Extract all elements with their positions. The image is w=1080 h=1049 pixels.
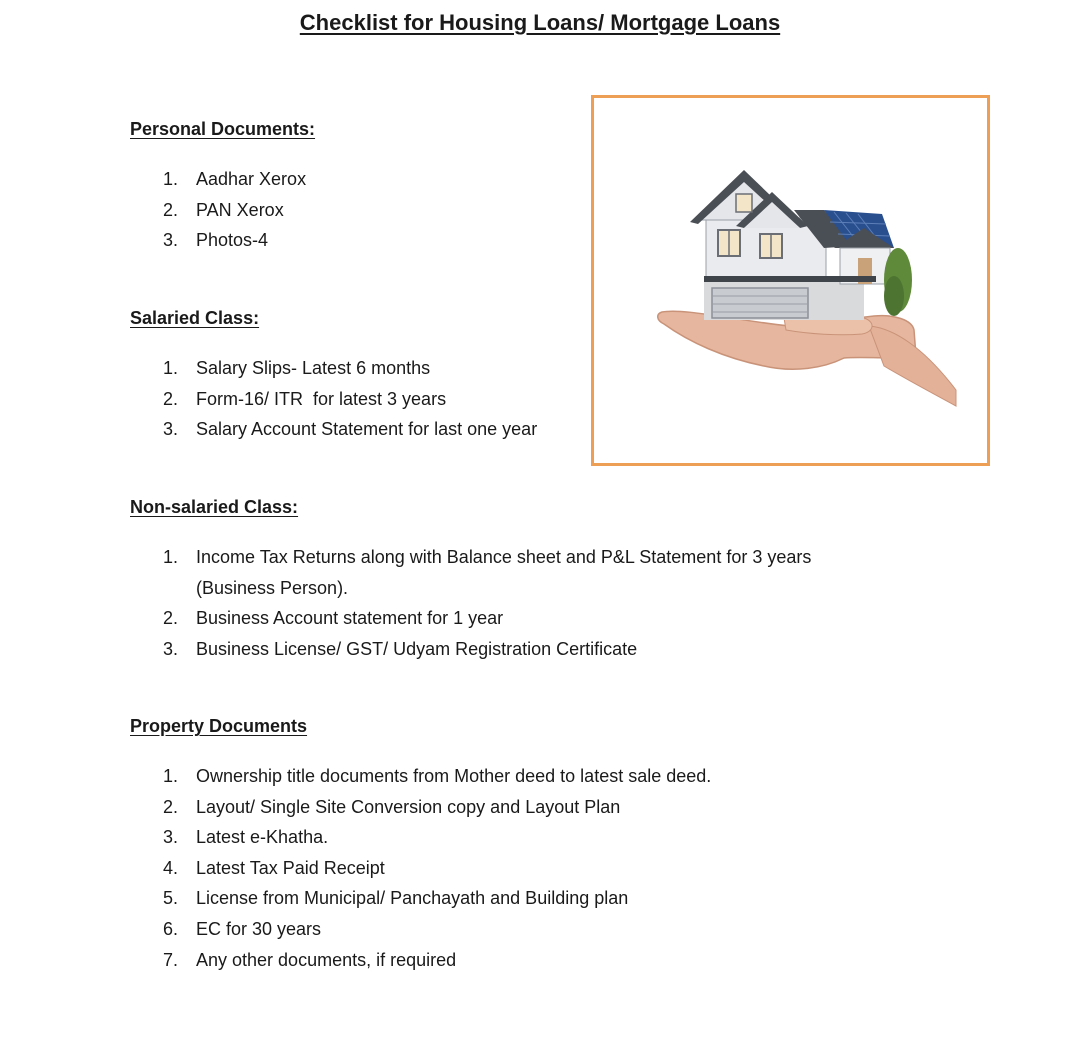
list-item	[130, 792, 711, 823]
list-item-text: Salary Slips- Latest 6 months	[196, 358, 431, 378]
non-salaried-class-list	[130, 542, 811, 664]
property-documents-list	[130, 761, 711, 975]
list-number: 3.	[163, 638, 179, 659]
list-item	[130, 883, 711, 914]
list-number: 3.	[163, 419, 179, 440]
list-item	[130, 542, 811, 603]
salaried-class-list	[130, 353, 537, 445]
list-item	[130, 414, 537, 445]
list-item-text: License from Municipal/ Panchayath and Building plan	[196, 888, 629, 909]
list-item-text: Business License/ GST/ Udyam Registration Certificate	[196, 638, 638, 659]
non-salaried-class-section	[130, 495, 811, 664]
list-number: 1.	[163, 358, 179, 378]
list-item	[130, 353, 537, 384]
list-item-text: Aadhar Xerox	[196, 169, 307, 189]
list-number: 2.	[163, 608, 179, 629]
house-in-hand-icon	[594, 98, 987, 463]
list-item	[130, 822, 711, 853]
property-documents-section	[130, 714, 711, 975]
list-item-text: EC for 30 years	[196, 918, 322, 939]
list-number: 2.	[163, 388, 179, 409]
list-number: 1.	[163, 169, 179, 189]
list-number: 2.	[163, 796, 179, 817]
list-item-text: Latest Tax Paid Receipt	[196, 857, 385, 878]
list-number: 5.	[163, 888, 179, 909]
list-item	[130, 164, 315, 195]
list-item-text: Any other documents, if required	[196, 949, 457, 970]
list-item	[130, 853, 711, 884]
salaried-class-section	[130, 306, 537, 445]
list-item-text: Salary Account Statement for last one year	[196, 419, 538, 440]
list-number: 4.	[163, 857, 179, 878]
list-number: 1.	[163, 547, 179, 567]
personal-documents-list	[130, 164, 315, 256]
list-number: 3.	[163, 827, 179, 848]
list-item	[130, 914, 711, 945]
list-number: 7.	[163, 949, 179, 970]
list-number: 1.	[163, 766, 179, 786]
list-number: 6.	[163, 918, 179, 939]
list-item	[130, 634, 811, 665]
list-item	[130, 195, 315, 226]
list-item-text: Layout/ Single Site Conversion copy and Layout Plan	[196, 796, 621, 817]
section-heading: Non-salaried Class:	[130, 497, 299, 517]
list-number: 2.	[163, 199, 179, 220]
section-heading: Personal Documents:	[130, 119, 316, 139]
list-item	[130, 603, 811, 634]
list-number: 3.	[163, 230, 179, 251]
list-item-text: Photos-4	[196, 230, 269, 251]
list-item	[130, 225, 315, 256]
house-image-frame	[591, 95, 990, 466]
list-item	[130, 945, 711, 976]
list-item-text: Income Tax Returns along with Balance sheet and P&L Statement for 3 years	[196, 547, 812, 567]
personal-documents-section	[130, 117, 315, 256]
section-heading: Salaried Class:	[130, 308, 260, 328]
section-heading: Property Documents	[130, 716, 308, 736]
list-item-text: Ownership title documents from Mother deed to latest sale deed.	[196, 766, 712, 786]
list-item-text-continuation: (Business Person).	[196, 577, 349, 598]
document-title: Checklist for Housing Loans/ Mortgage Loans	[299, 10, 781, 35]
list-item	[130, 384, 537, 415]
list-item-text: Latest e-Khatha.	[196, 827, 329, 848]
list-item-text: Form-16/ ITR for latest 3 years	[196, 388, 447, 409]
list-item	[130, 761, 711, 792]
list-item-text: PAN Xerox	[196, 199, 284, 220]
list-item-text: Business Account statement for 1 year	[196, 608, 504, 629]
